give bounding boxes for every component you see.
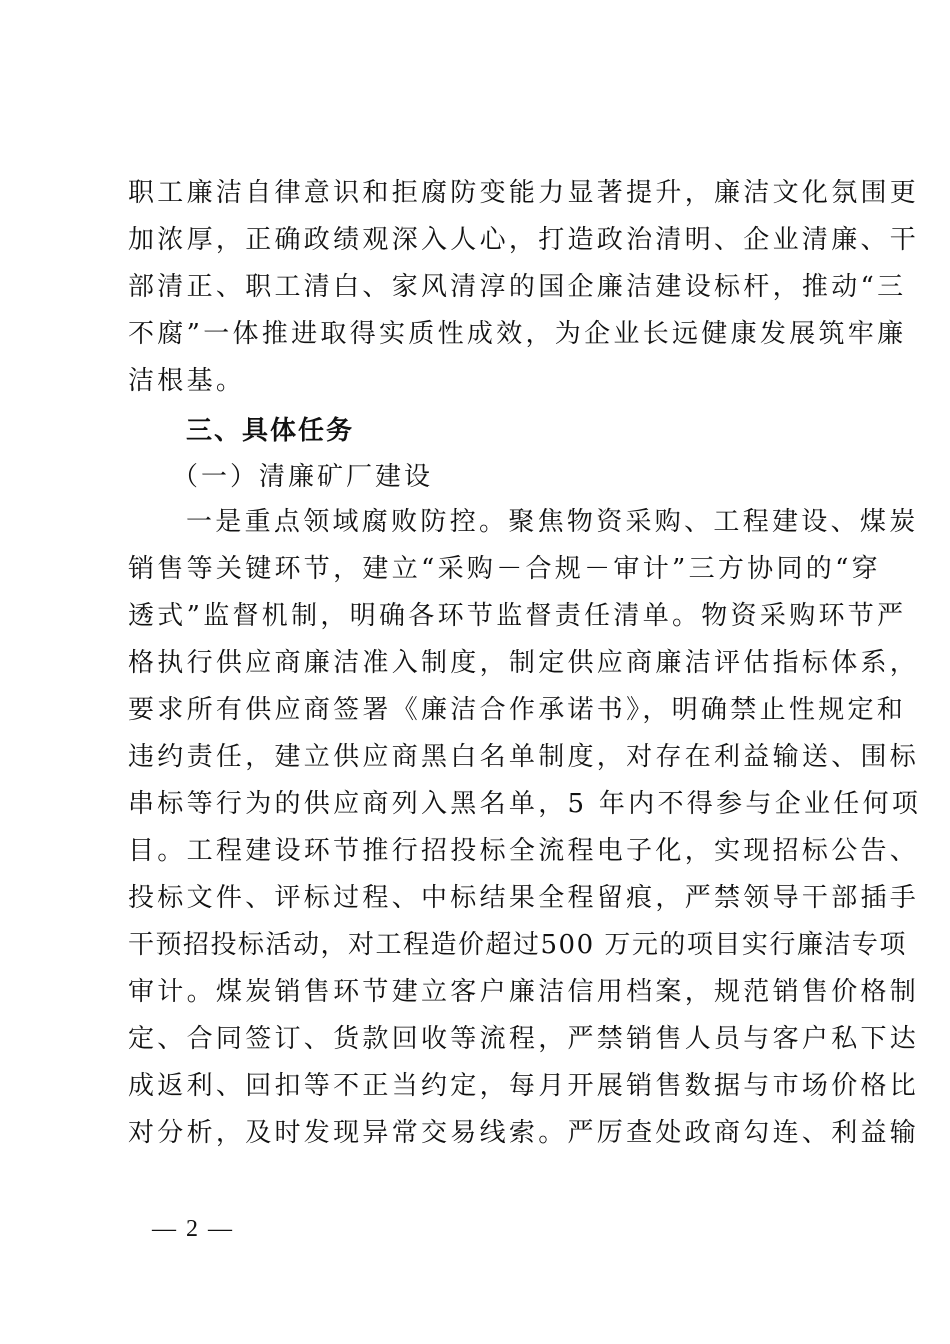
document-body [128, 170, 922, 1157]
text-line: 要求所有供应商签署《廉洁合作承诺书》，明确禁止性规定和 [128, 695, 907, 725]
text-line: 部清正、职工清白、家风清淳的国企廉洁建设标杆，推动“三 [128, 272, 907, 302]
paragraph-corruption-prevention [128, 499, 922, 1157]
paragraph-goals-continued [128, 170, 920, 405]
text-line: 定、合同签订、货款回收等流程，严禁销售人员与客户私下达 [128, 1024, 920, 1054]
text-line: 格执行供应商廉洁准入制度，制定供应商廉洁评估指标体系， [128, 648, 920, 678]
text-line: 成返利、回扣等不正当约定，每月开展销售数据与市场价格比 [128, 1071, 920, 1101]
text-line: 销售等关键环节，建立“采购－合规－审计”三方协同的“穿 [128, 554, 881, 584]
text-line: 目。工程建设环节推行招投标全流程电子化，实现招标公告、 [128, 836, 920, 866]
text-line: 一是重点领域腐败防控。聚焦物资采购、工程建设、煤炭 [186, 507, 919, 537]
subsection-heading: （一）清廉矿厂建设 [172, 462, 434, 492]
page-number: — 2 — [152, 1216, 234, 1242]
text-line: 洁根基。 [128, 366, 246, 396]
text-line: 不腐”一体推进取得实质性成效，为企业长远健康发展筑牢廉 [128, 319, 907, 349]
text-line: 串标等行为的供应商列入黑名单，5 年内不得参与企业任何项 [128, 789, 922, 819]
text-line: 职工廉洁自律意识和拒腐防变能力显著提升，廉洁文化氛围更 [128, 178, 920, 208]
text-line: 透式”监督机制，明确各环节监督责任清单。物资采购环节严 [128, 601, 907, 631]
text-line: 对分析，及时发现异常交易线索。严厉查处政商勾连、利益输 [128, 1118, 920, 1148]
text-line: 投标文件、评标过程、中标结果全程留痕，严禁领导干部插手 [128, 883, 920, 913]
text-line: 违约责任，建立供应商黑白名单制度，对存在利益输送、围标 [128, 742, 920, 772]
text-line: 干预招投标活动，对工程造价超过500 万元的项目实行廉洁专项 [128, 930, 907, 960]
text-line: 加浓厚，正确政绩观深入人心，打造政治清明、企业清廉、干 [128, 225, 920, 255]
section-heading: 三、具体任务 [186, 416, 355, 446]
text-line: 审计。煤炭销售环节建立客户廉洁信用档案，规范销售价格制 [128, 977, 920, 1007]
